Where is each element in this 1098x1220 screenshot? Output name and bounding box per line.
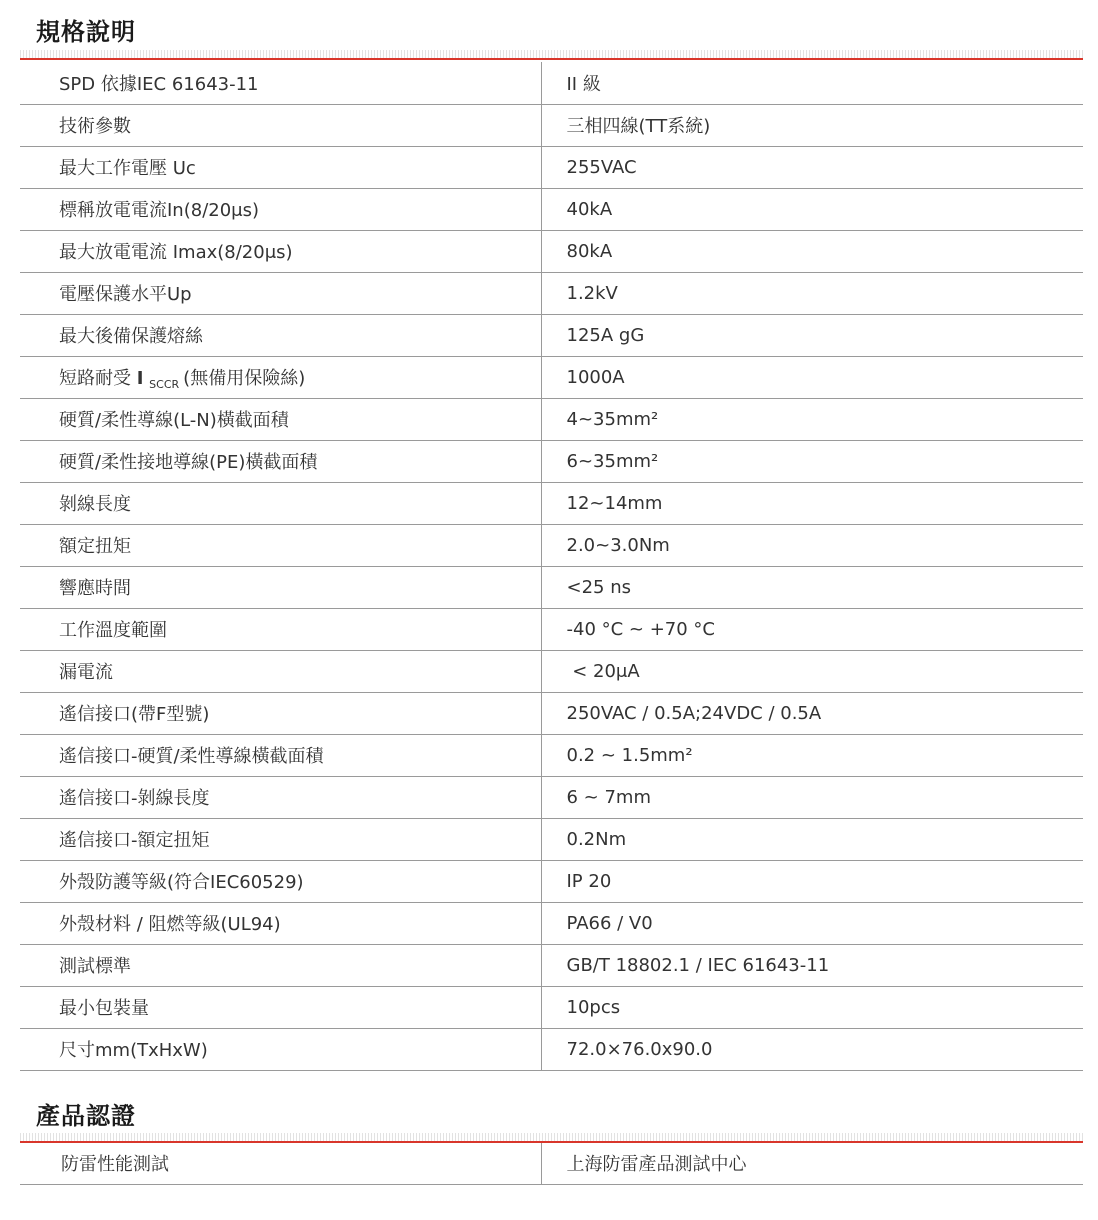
spec-value: 12~14mm: [541, 482, 1083, 524]
spec-label: 標稱放電電流In(8/20μs): [20, 188, 541, 230]
spec-label: [20, 356, 541, 398]
spec-value: GB/T 18802.1 / IEC 61643-11: [541, 944, 1083, 986]
table-row: [20, 398, 1083, 440]
spec-label: 電壓保護水平Up: [20, 272, 541, 314]
spec-label: 遙信接口-額定扭矩: [20, 818, 541, 860]
table-row: [20, 776, 1083, 818]
spec-label: 外殼材料 / 阻燃等級(UL94): [20, 902, 541, 944]
spec-value: <25 ns: [541, 566, 1083, 608]
table-row: [20, 314, 1083, 356]
spec-label: 漏電流: [20, 650, 541, 692]
spec-value: 1.2kV: [541, 272, 1083, 314]
spec-value: 72.0×76.0x90.0: [541, 1028, 1083, 1070]
spec-title-red-line: [20, 58, 1083, 60]
spec-value: II 級: [541, 62, 1083, 104]
table-row: [20, 1143, 1083, 1184]
spec-label: 剝線長度: [20, 482, 541, 524]
spec-value: 125A gG: [541, 314, 1083, 356]
spec-value: 0.2Nm: [541, 818, 1083, 860]
table-row: [20, 734, 1083, 776]
table-row: [20, 104, 1083, 146]
spec-value: -40 °C ~ +70 °C: [541, 608, 1083, 650]
table-row: [20, 944, 1083, 986]
sccr-subscript: SCCR: [149, 377, 180, 391]
spec-label: 遙信接口-剝線長度: [20, 776, 541, 818]
spec-value: < 20μA: [541, 650, 1083, 692]
spec-label: 最大放電電流 Imax(8/20μs): [20, 230, 541, 272]
spec-value: 255VAC: [541, 146, 1083, 188]
spec-value: 0.2 ~ 1.5mm²: [541, 734, 1083, 776]
spec-label: 遙信接口(帶F型號): [20, 692, 541, 734]
table-row: [20, 482, 1083, 524]
spec-label: SPD 依據IEC 61643-11: [20, 62, 541, 104]
spec-title-divider: [20, 50, 1083, 60]
table-row: [20, 1028, 1083, 1070]
cert-value: 上海防雷產品測試中心: [541, 1143, 1083, 1184]
cert-section-title: 產品認證: [36, 1102, 136, 1130]
table-row: [20, 650, 1083, 692]
spec-label: 工作溫度範圍: [20, 608, 541, 650]
spec-label: 硬質/柔性接地導線(PE)橫截面積: [20, 440, 541, 482]
spec-value: 250VAC / 0.5A;24VDC / 0.5A: [541, 692, 1083, 734]
spec-value: 40kA: [541, 188, 1083, 230]
table-row: [20, 818, 1083, 860]
spec-label: 響應時間: [20, 566, 541, 608]
table-row: [20, 902, 1083, 944]
spec-label: 硬質/柔性導線(L-N)橫截面積: [20, 398, 541, 440]
spec-table: [20, 62, 1083, 1071]
cert-table: [20, 1143, 1083, 1185]
table-row: [20, 62, 1083, 104]
spec-value: 6 ~ 7mm: [541, 776, 1083, 818]
spec-value: 80kA: [541, 230, 1083, 272]
table-row: [20, 860, 1083, 902]
spec-value: 6~35mm²: [541, 440, 1083, 482]
table-row: [20, 188, 1083, 230]
spec-value: 2.0~3.0Nm: [541, 524, 1083, 566]
spec-value: IP 20: [541, 860, 1083, 902]
spec-label: 最大後備保護熔絲: [20, 314, 541, 356]
spec-label: 技術參數: [20, 104, 541, 146]
table-row: [20, 608, 1083, 650]
spec-value: 10pcs: [541, 986, 1083, 1028]
spec-label: 尺寸mm(TxHxW): [20, 1028, 541, 1070]
table-row: [20, 356, 1083, 398]
spec-value: 1000A: [541, 356, 1083, 398]
table-row: [20, 440, 1083, 482]
sccr-label-suffix: (無備用保險絲): [183, 367, 306, 389]
table-row: [20, 146, 1083, 188]
sccr-symbol: I: [136, 367, 144, 389]
spec-label: 額定扭矩: [20, 524, 541, 566]
spec-label: 測試標準: [20, 944, 541, 986]
table-row: [20, 272, 1083, 314]
table-row: [20, 986, 1083, 1028]
table-row: [20, 524, 1083, 566]
spec-label: 最小包裝量: [20, 986, 541, 1028]
spec-label: 最大工作電壓 Uc: [20, 146, 541, 188]
spec-label: 遙信接口-硬質/柔性導線橫截面積: [20, 734, 541, 776]
spec-value: PA66 / V0: [541, 902, 1083, 944]
spec-value: 三相四線(TT系統): [541, 104, 1083, 146]
table-row: [20, 692, 1083, 734]
spec-label: 外殼防護等級(符合IEC60529): [20, 860, 541, 902]
sccr-label-prefix: 短路耐受: [59, 367, 131, 389]
cert-title-divider: [20, 1133, 1083, 1143]
spec-section-title: 規格說明: [36, 18, 136, 46]
cert-label: 防雷性能測試: [20, 1143, 541, 1184]
table-row: [20, 566, 1083, 608]
table-row: [20, 230, 1083, 272]
spec-value: 4~35mm²: [541, 398, 1083, 440]
